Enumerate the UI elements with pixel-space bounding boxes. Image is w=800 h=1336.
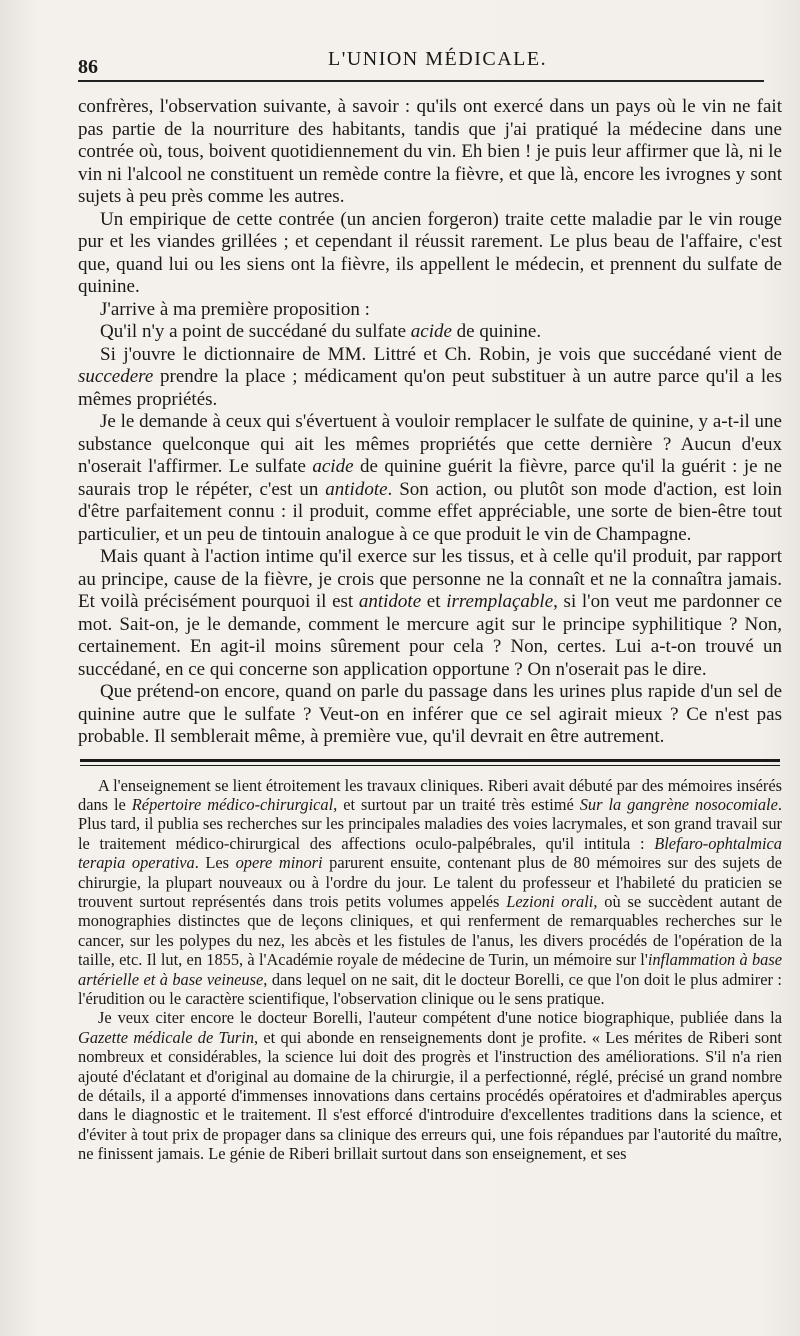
main-paragraph: Un empirique de cette contrée (un ancien forgeron) traite cette maladie par le vin rouge pur et les viandes grillées ; et cependant il réussit rarement. Le plus beau de l'affaire, c'est que, quand lui ou les siens ont la fièvre, ils appellent le médecin, et prennent du sulfate de quinine. xyxy=(78,208,782,297)
proposition: Qu'il n'y a point de succédané du sulfate acide de quinine. xyxy=(100,321,542,342)
main-paragraph: J'arrive à ma première proposition : xyxy=(100,298,370,320)
page-header xyxy=(78,42,782,80)
main-paragraph: Que prétend-on encore, quand on parle du passage dans les urines plus rapide d'un sel de quinine autre que le sulfate ? Veut-on en inférer que ce sel agirait mieux ? Ce n'est pas probable. Il semblerait même, à première vue, qu'il devrait en être autrement. xyxy=(78,681,782,747)
main-paragraph: confrères, l'observation suivante, à savoir : qu'ils ont exercé dans un pays où le vin ne fait pas partie de la nourriture des habitants, tandis que j'ai pratiqué la médecine dans une contrée où, tous, boivent quotidiennement du vin. Eh bien ! je puis leur affirmer que là, ni le vin ni l'alcool ne constituent un remède contre la fièvre, et que là, encore les ivrognes y sont sujets à peu près comme les autres. xyxy=(78,96,782,207)
running-title: L'UNION MÉDICALE. xyxy=(328,48,548,70)
header-rule xyxy=(78,80,764,82)
main-paragraph: Si j'ouvre le dictionnaire de MM. Littré et Ch. Robin, je vois que succédané vient de succedere prendre la place ; médicament qu'on peut substituer à un autre parce qu'il a les mêmes propriétés. xyxy=(78,343,782,410)
footnote-text xyxy=(78,776,782,1164)
page-number: 86 xyxy=(78,56,98,78)
footnote-separator xyxy=(80,759,780,766)
main-paragraph: Je le demande à ceux qui s'évertuent à vouloir remplacer le sulfate de quinine, y a-t-il une substance quelconque qui ait les mêmes propriétés que cette dernière ? Aucun d'eux n'oserait l'affirmer. Le sulfate acide de quinine guérit la fièvre, parce qu'il la guérit : je ne saurais trop le répéter, c'est un antidote. Son action, ou plutôt son mode d'action, est loin d'être parfaitement connu : il produit, comme effet appréciable, une sorte de bien-être tout particulier, et un peu de tintouin analogue à ce que produit le vin de Champagne. xyxy=(78,411,782,545)
main-text xyxy=(78,96,782,749)
main-paragraph: Mais quant à l'action intime qu'il exerce sur les tissus, et à celle qu'il produit, par rapport au principe, cause de la fièvre, je crois que personne ne la connaît et ne la connaîtra jamais. Et voilà précisément pourquoi il est antidote et irremplaçable, si l'on veut me pardonner ce mot. Sait-on, je le demande, comment le mercure agit sur le principe syphilitique ? Non, certainement. En agit-il moins sûrement pour cela ? Non, certes. Lui a-t-on trouvé un succédané, en ce qui concerne son application opportune ? On n'oserait pas le dire. xyxy=(78,546,783,680)
footnote-paragraph: A l'enseignement se lient étroitement les travaux cliniques. Riberi avait débuté par des mémoires insérés dans le Répertoire médico-chirurgical, et surtout par un traité très estimé Sur la gangrène nosocomiale. Plus tard, il publia ses recherches sur les principales maladies des voies lacrymales, et son grand travail sur le traitement médico-chirurgical des affections oculo-palpébrales, qu'il intitula : Blefaro-ophtalmica terapia operativa. Les opere minori parurent ensuite, contenant plus de 80 mémoires sur des sujets de chirurgie, la plupart nouveaux ou à l'ordre du jour. Le talent du professeur et l'habileté du praticien se trouvent surtout représentés dans trois petits volumes appelés Lezioni orali, où se succèdent autant de monographies distinctes que de leçons cliniques, et qui renferment de remarquables recherches sur le cancer, sur les polypes du nez, les abcès et les fistules de l'anus, les divers procédés de l'opération de la taille, etc. Il lut, en 1855, à l'Académie royale de médecine de Turin, un mémoire sur l'inflammation à base artérielle et à base veineuse, dans lequel on ne sait, dit le docteur Borelli, ce que l'on doit le plus admirer : l'érudition ou le caractère scientifique, l'observation clinique ou le sens pratique. xyxy=(78,775,783,1008)
footnote-paragraph: Je veux citer encore le docteur Borelli, l'auteur compétent d'une notice biographique, publiée dans la Gazette médicale de Turin, et qui abonde en renseignements dont je profite. « Les mérites de Riberi sont nombreux et considérables, la science lui doit des progrès et l'instruction des améliorations. S'il n'a rien ajouté d'éclatant et d'original au domaine de la chirurgie, il a perfectionné, réglé, précisé un grand nombre de détails, il a apporté d'immenses innovations dans certains procédés opératoires et d'admirables aperçus dans le diagnostic et le traitement. Il s'est efforcé d'introduire d'excellentes traditions dans la science, et d'éviter à tout prix de propager dans sa clinique des erreurs qui, une fois répandues par l'autorité du maître, ne finissent jamais. Le génie de Riberi brillait surtout dans son enseignement, et ses xyxy=(78,1008,782,1164)
